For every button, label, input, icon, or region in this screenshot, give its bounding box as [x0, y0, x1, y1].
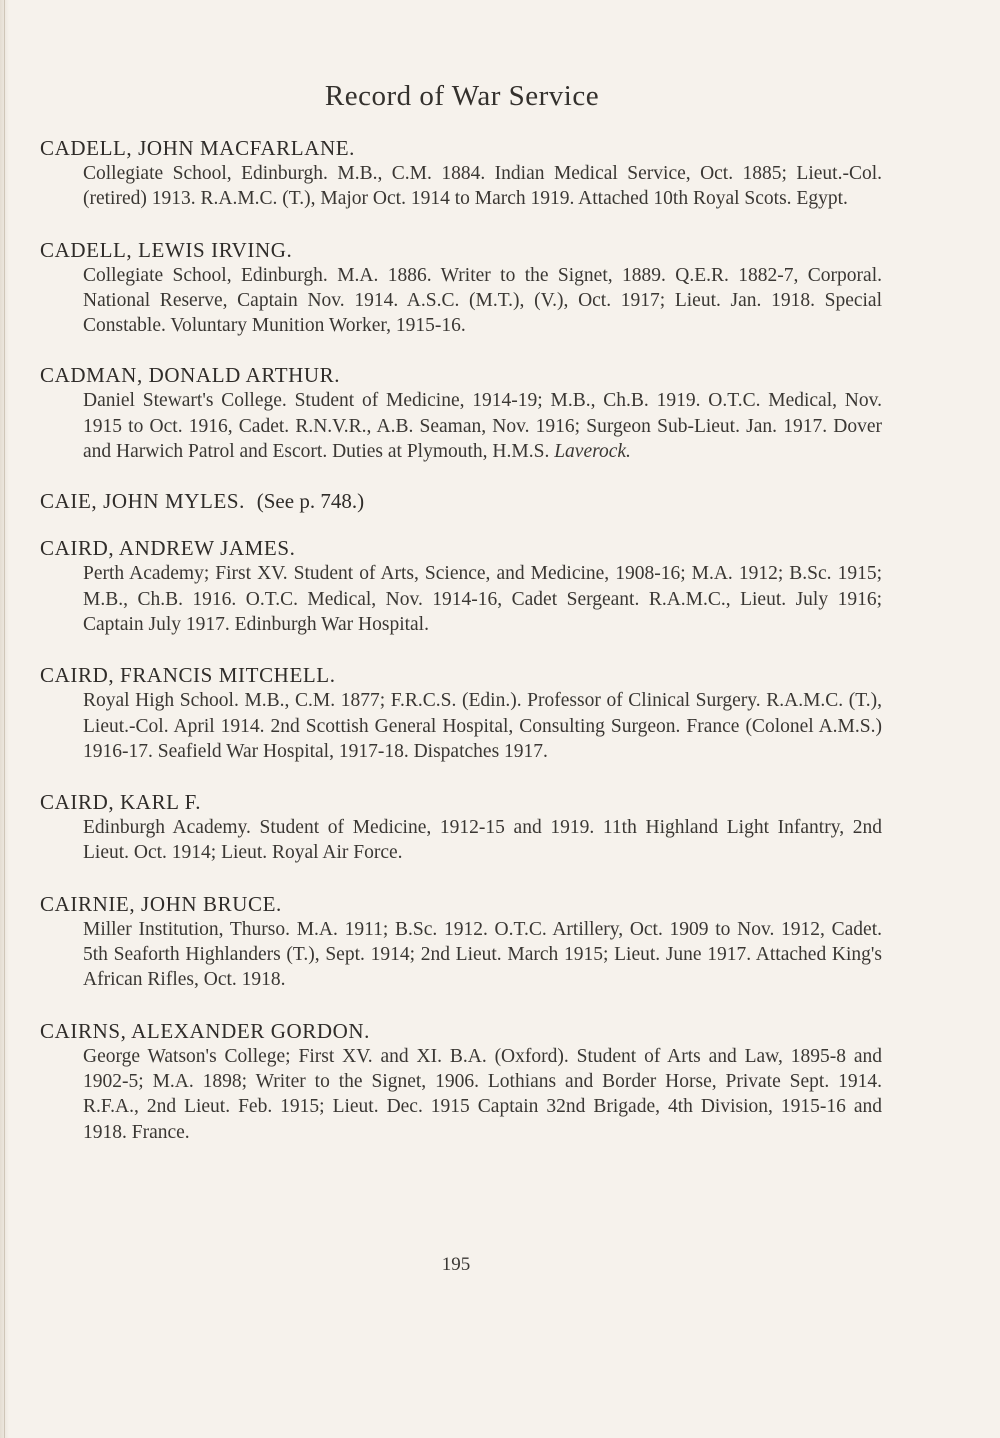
entry-name: CADELL, LEWIS IRVING. — [40, 237, 293, 262]
entry-name: CAIRD, KARL F. — [40, 790, 202, 815]
entry-name: CAIRD, ANDREW JAMES. — [40, 536, 296, 561]
entry-text: George Watson's College; First XV. and XI. B.A. (Oxford). Student of Arts and Law, 1895-8 and 1902-5; M.A. 1898; Writer to the Signet, 1906. Lothians and Border Horse, Private Sept. 1914. R.F.A., 2nd Lieut. Feb. 1915; Lieut. Dec. 1915 Captain 32nd Brigade, 4th Division, 1915-16 and 1918. France. — [83, 1045, 882, 1143]
entry-name — [40, 489, 882, 514]
entry-name: CAIRNIE, JOHN BRUCE. — [40, 891, 282, 916]
ship-name: Laverock. — [554, 441, 631, 463]
entry-name: CAIRD, FRANCIS MITCHELL. — [40, 663, 336, 688]
entry-caird-francis — [40, 663, 882, 764]
entry-cadell-john — [40, 136, 882, 212]
entry-text: Perth Academy; First XV. Student of Arts, Science, and Medicine, 1908-16; M.A. 1912; B.Sc. 1915; M.B., Ch.B. 1916. O.T.C. Medical, Nov. 1914-16, Cadet Sergeant. R.A.M.C., Lieut. July 1916; Captain July 1917. Edinburgh War Hospital. — [83, 563, 882, 635]
entry-text: Edinburgh Academy. Student of Medicine, 1912-15 and 1919. 11th Highland Light Infantry, 2nd Lieut. Oct. 1914; Lieut. Royal Air Force. — [83, 817, 882, 864]
entry-name: CAIRNS, ALEXANDER GORDON. — [40, 1018, 371, 1043]
entry-text: Collegiate School, Edinburgh. M.A. 1886. Writer to the Signet, 1889. Q.E.R. 1882-7, Corporal. National Reserve, Captain Nov. 1914. A.S.C. (M.T.), (V.), Oct. 1917; Lieut. Jan. 1918. Special Constable. Voluntary Munition Worker, 1915-16. — [83, 264, 882, 337]
entry-text — [83, 388, 882, 464]
entry-text-body: Daniel Stewart's College. Student of Medicine, 1914-19; M.B., Ch.B. 1919. O.T.C. Medical, Nov. 1915 to Oct. 1916, Cadet. R.N.V.R., A.B. Seaman, Nov. 1916; Surgeon Sub-Lieut. Jan. 1917. Dover and Harwich Patrol and Escort. Duties at Plymouth, H.M.S. — [83, 390, 882, 463]
cross-reference: (See p. 748.) — [256, 489, 365, 514]
entry-text: Royal High School. M.B., C.M. 1877; F.R.C.S. (Edin.). Professor of Clinical Surgery. R.A.M.C. (T.), Lieut.-Col. April 1914. 2nd Scottish General Hospital, Consulting Surgeon. France (Colonel A.M.S.) 1916-17. Seafield War Hospital, 1917-18. Dispatches 1917. — [83, 690, 882, 762]
entry-cairnie-john — [40, 892, 882, 993]
entry-name-text: CAIE, JOHN MYLES. — [40, 489, 246, 514]
entry-cadell-lewis — [40, 238, 882, 339]
page-gutter-line — [4, 0, 5, 1438]
entry-cairns-alexander — [40, 1019, 882, 1145]
entry-caird-karl — [40, 790, 882, 866]
entry-list — [40, 136, 882, 1145]
entry-caie-john — [40, 489, 882, 514]
entry-name: CADMAN, DONALD ARTHUR. — [40, 363, 341, 388]
entry-text: Miller Institution, Thurso. M.A. 1911; B.Sc. 1912. O.T.C. Artillery, Oct. 1909 to Nov. 1912, Cadet. 5th Seaforth Highlanders (T.), Sept. 1914; 2nd Lieut. March 1915; Lieut. June 1917. Attached King's African Rifles, Oct. 1918. — [83, 918, 882, 991]
entry-caird-andrew — [40, 536, 882, 637]
running-head: Record of War Service — [324, 80, 600, 112]
page-number: 195 — [441, 1254, 471, 1275]
entry-name: CADELL, JOHN MACFARLANE. — [40, 136, 356, 160]
entry-text: Collegiate School, Edinburgh. M.B., C.M. 1884. Indian Medical Service, Oct. 1885; Lieut.-Col. (retired) 1913. R.A.M.C. (T.), Major Oct. 1914 to March 1919. Attached 10th Royal Scots. Egypt. — [83, 163, 882, 210]
entry-cadman-donald — [40, 363, 882, 464]
